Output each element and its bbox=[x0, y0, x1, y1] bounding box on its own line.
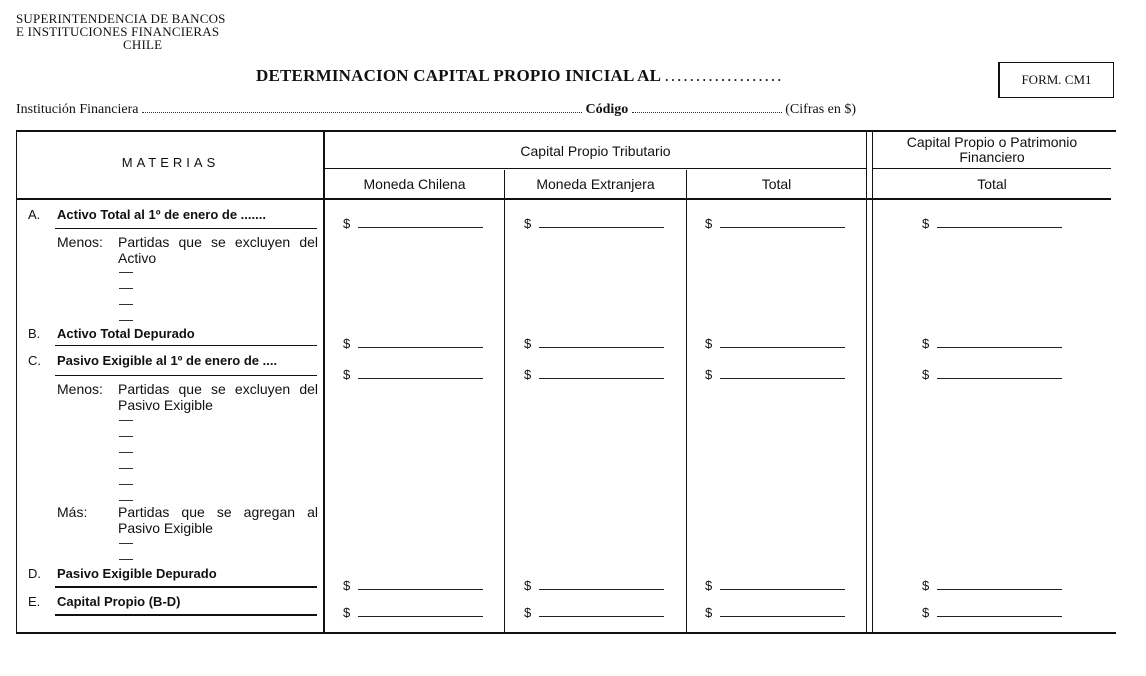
issuer-line-3: CHILE bbox=[123, 37, 163, 52]
row-a-letter: A. bbox=[28, 207, 41, 222]
currency-symbol: $ bbox=[922, 578, 930, 593]
header-moneda-chilena: Moneda Chilena bbox=[363, 176, 466, 192]
form-code: FORM. CM1 bbox=[1021, 72, 1092, 87]
currency-symbol: $ bbox=[343, 605, 351, 620]
menos2-dash-1[interactable] bbox=[119, 420, 133, 421]
form-code-box bbox=[998, 62, 1114, 98]
row-d-text: Pasivo Exigible Depurado bbox=[57, 566, 217, 581]
divider-materias bbox=[323, 130, 325, 632]
row-a-underline bbox=[55, 228, 317, 229]
amount-field-d-total[interactable] bbox=[720, 589, 845, 590]
amount-field-e-total[interactable] bbox=[720, 616, 845, 617]
menos1-label: Menos: bbox=[57, 234, 103, 250]
row-b-underline bbox=[55, 345, 317, 346]
amount-field-b-total-financiero[interactable] bbox=[937, 347, 1062, 348]
menos2-text: Partidas que se excluyen del Pasivo Exigible bbox=[118, 381, 318, 413]
amount-field-d-moneda-chilena[interactable] bbox=[358, 589, 483, 590]
row-b-text: Activo Total Depurado bbox=[57, 326, 195, 341]
currency-symbol: $ bbox=[922, 216, 930, 231]
menos2-dash-4[interactable] bbox=[119, 468, 133, 469]
menos2-dash-3[interactable] bbox=[119, 452, 133, 453]
menos1-dash-3[interactable] bbox=[119, 304, 133, 305]
currency-symbol: $ bbox=[705, 578, 713, 593]
currency-symbol: $ bbox=[705, 605, 713, 620]
row-d-letter: D. bbox=[28, 566, 41, 581]
amount-field-c-moneda-chilena[interactable] bbox=[358, 378, 483, 379]
group-underline-tributario bbox=[325, 168, 866, 169]
menos2-dash-6[interactable] bbox=[119, 500, 133, 501]
row-e-underline bbox=[55, 614, 317, 616]
amount-field-a-total[interactable] bbox=[720, 227, 845, 228]
currency-symbol: $ bbox=[705, 367, 713, 382]
divider-double-1 bbox=[866, 130, 867, 632]
amount-field-c-moneda-extranjera[interactable] bbox=[539, 378, 664, 379]
row-a-text: Activo Total al 1º de enero de ....... bbox=[57, 207, 266, 222]
currency-symbol: $ bbox=[922, 367, 930, 382]
issuer-block bbox=[16, 12, 226, 51]
mas-label: Más: bbox=[57, 504, 88, 520]
menos1-text: Partidas que se excluyen del Activo bbox=[118, 234, 318, 266]
currency-symbol: $ bbox=[524, 605, 532, 620]
codigo-field[interactable] bbox=[632, 100, 782, 113]
menos2-label: Menos: bbox=[57, 381, 103, 397]
row-c-underline bbox=[55, 375, 317, 376]
mas-dash-2[interactable] bbox=[119, 559, 133, 560]
currency-symbol: $ bbox=[524, 216, 532, 231]
table-left-border bbox=[16, 130, 17, 634]
currency-symbol: $ bbox=[343, 216, 351, 231]
amount-field-b-moneda-extranjera[interactable] bbox=[539, 347, 664, 348]
issuer-line-1: SUPERINTENDENCIA DE BANCOS bbox=[16, 11, 226, 26]
menos1-dash-4[interactable] bbox=[119, 320, 133, 321]
mas-text: Partidas que se agregan al Pasivo Exigible bbox=[118, 504, 318, 536]
currency-symbol: $ bbox=[343, 367, 351, 382]
header-moneda-extranjera: Moneda Extranjera bbox=[536, 176, 655, 192]
institution-label: Institución Financiera bbox=[16, 102, 139, 117]
row-c-text: Pasivo Exigible al 1º de enero de .... bbox=[57, 353, 278, 368]
amount-field-d-moneda-extranjera[interactable] bbox=[539, 589, 664, 590]
menos1-dash-2[interactable] bbox=[119, 288, 133, 289]
currency-symbol: $ bbox=[705, 216, 713, 231]
amount-field-c-total[interactable] bbox=[720, 378, 845, 379]
currency-symbol: $ bbox=[343, 578, 351, 593]
header-total: Total bbox=[761, 176, 792, 192]
amount-field-a-moneda-extranjera[interactable] bbox=[539, 227, 664, 228]
currency-symbol: $ bbox=[524, 578, 532, 593]
institution-field[interactable] bbox=[142, 100, 582, 113]
issuer-line-2: E INSTITUCIONES FINANCIERAS bbox=[16, 24, 220, 39]
amount-field-a-moneda-chilena[interactable] bbox=[358, 227, 483, 228]
table-top-border bbox=[16, 130, 1116, 132]
currency-symbol: $ bbox=[524, 367, 532, 382]
institution-line bbox=[16, 100, 856, 118]
amount-field-e-total-financiero[interactable] bbox=[937, 616, 1062, 617]
amount-field-b-total[interactable] bbox=[720, 347, 845, 348]
header-materias: MATERIAS bbox=[121, 155, 220, 170]
menos2-dash-2[interactable] bbox=[119, 436, 133, 437]
mas-dash-1[interactable] bbox=[119, 543, 133, 544]
menos1-dash-1[interactable] bbox=[119, 272, 133, 273]
row-b-letter: B. bbox=[28, 326, 41, 341]
header-total-financiero: Total bbox=[977, 176, 1007, 192]
form-title bbox=[256, 66, 783, 86]
form-title-dots[interactable]: ................... bbox=[664, 66, 784, 85]
divider-col-3 bbox=[686, 170, 687, 632]
amount-field-a-total-financiero[interactable] bbox=[937, 227, 1062, 228]
form-title-text: DETERMINACION CAPITAL PROPIO INICIAL AL bbox=[256, 66, 661, 85]
amount-field-e-moneda-extranjera[interactable] bbox=[539, 616, 664, 617]
header-tributario: Capital Propio Tributario bbox=[520, 143, 671, 159]
currency-symbol: $ bbox=[922, 336, 930, 351]
currency-symbol: $ bbox=[524, 336, 532, 351]
table-bottom-border bbox=[16, 632, 1116, 634]
amount-field-c-total-financiero[interactable] bbox=[937, 378, 1062, 379]
divider-double-2 bbox=[872, 130, 873, 632]
row-d-underline bbox=[55, 586, 317, 588]
header-bottom-border bbox=[17, 198, 1111, 200]
menos2-dash-5[interactable] bbox=[119, 484, 133, 485]
currency-symbol: $ bbox=[705, 336, 713, 351]
currency-symbol: $ bbox=[922, 605, 930, 620]
divider-col-2 bbox=[504, 170, 505, 632]
amount-field-d-total-financiero[interactable] bbox=[937, 589, 1062, 590]
amount-field-e-moneda-chilena[interactable] bbox=[358, 616, 483, 617]
header-financiero: Capital Propio o Patrimonio Financiero bbox=[906, 134, 1078, 165]
currency-symbol: $ bbox=[343, 336, 351, 351]
cifras-label: (Cifras en $) bbox=[785, 102, 857, 117]
row-e-letter: E. bbox=[28, 594, 41, 609]
row-c-letter: C. bbox=[28, 353, 41, 368]
amount-field-b-moneda-chilena[interactable] bbox=[358, 347, 483, 348]
codigo-label: Código bbox=[585, 102, 629, 117]
row-e-text: Capital Propio (B-D) bbox=[57, 594, 181, 609]
group-underline-financiero bbox=[873, 168, 1111, 169]
